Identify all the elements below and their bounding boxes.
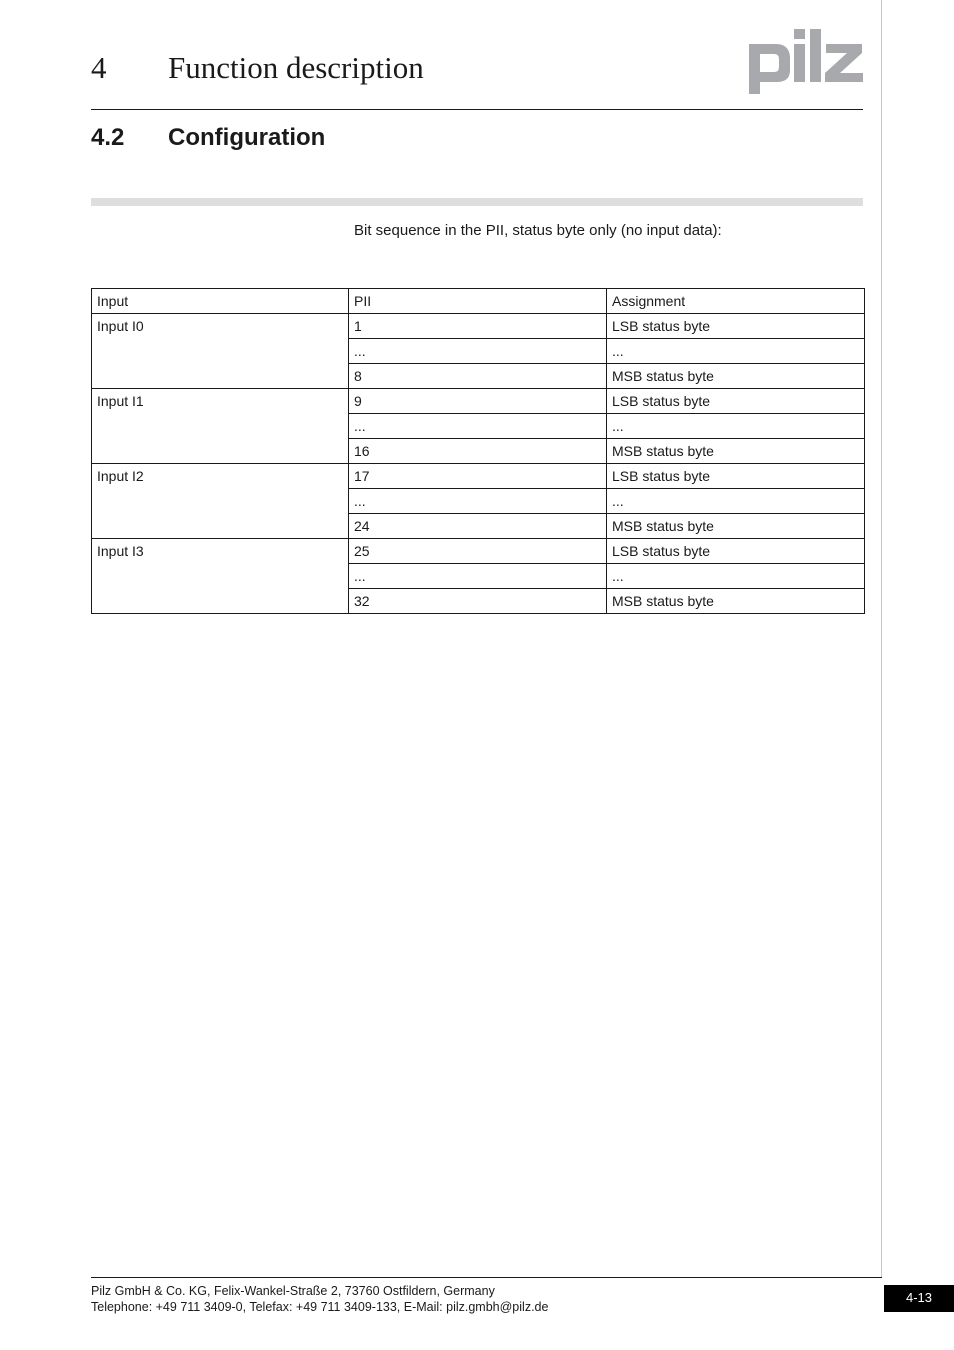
- assignment-cell: MSB status byte: [607, 439, 865, 464]
- assignment-cell: MSB status byte: [607, 589, 865, 614]
- pii-cell: 1: [349, 314, 607, 339]
- assignment-cell: ...: [607, 564, 865, 589]
- pii-cell: ...: [349, 339, 607, 364]
- input-cell: Input I2: [92, 464, 349, 539]
- pii-cell: ...: [349, 564, 607, 589]
- page-number: 4-13: [884, 1285, 954, 1312]
- right-margin-rule: [881, 0, 882, 1277]
- input-cell: Input I1: [92, 389, 349, 464]
- pii-cell: 32: [349, 589, 607, 614]
- footer-contact-line: Telephone: +49 711 3409-0, Telefax: +49 711 3409-133, E-Mail: pilz.gmbh@pilz.de: [91, 1300, 549, 1314]
- assignment-cell: LSB status byte: [607, 314, 865, 339]
- table-row: [92, 539, 865, 564]
- table-header-row: [92, 289, 865, 314]
- column-header-input: Input: [92, 289, 349, 314]
- footer-rule: [91, 1277, 882, 1278]
- assignment-cell: MSB status byte: [607, 364, 865, 389]
- pilz-logo: [746, 24, 866, 96]
- table-row: [92, 314, 865, 339]
- pii-cell: 17: [349, 464, 607, 489]
- input-cell: Input I0: [92, 314, 349, 389]
- header-rule: [91, 109, 863, 110]
- pii-cell: ...: [349, 414, 607, 439]
- pii-cell: 16: [349, 439, 607, 464]
- section-divider-bar: [91, 198, 863, 206]
- assignment-cell: MSB status byte: [607, 514, 865, 539]
- assignment-cell: LSB status byte: [607, 464, 865, 489]
- pii-cell: 9: [349, 389, 607, 414]
- input-cell: Input I3: [92, 539, 349, 614]
- chapter-number: 4: [91, 50, 107, 85]
- section-title: Configuration: [168, 124, 326, 151]
- assignment-cell: ...: [607, 489, 865, 514]
- pii-cell: 8: [349, 364, 607, 389]
- column-header-assignment: Assignment: [607, 289, 865, 314]
- column-header-pii: PII: [349, 289, 607, 314]
- assignment-cell: ...: [607, 414, 865, 439]
- table-row: [92, 389, 865, 414]
- section-number: 4.2: [91, 124, 125, 151]
- pii-cell: 25: [349, 539, 607, 564]
- footer-address: [91, 1283, 548, 1315]
- pii-cell: ...: [349, 489, 607, 514]
- assignment-cell: LSB status byte: [607, 539, 865, 564]
- footer-company-line: Pilz GmbH & Co. KG, Felix-Wankel-Straße 2, 73760 Ostfildern, Germany: [91, 1284, 495, 1298]
- table-row: [92, 464, 865, 489]
- pii-cell: 24: [349, 514, 607, 539]
- bit-sequence-table: [91, 288, 865, 614]
- assignment-cell: ...: [607, 339, 865, 364]
- assignment-cell: LSB status byte: [607, 389, 865, 414]
- chapter-title: Function description: [168, 50, 424, 85]
- intro-text: Bit sequence in the PII, status byte only (no input data):: [354, 222, 722, 239]
